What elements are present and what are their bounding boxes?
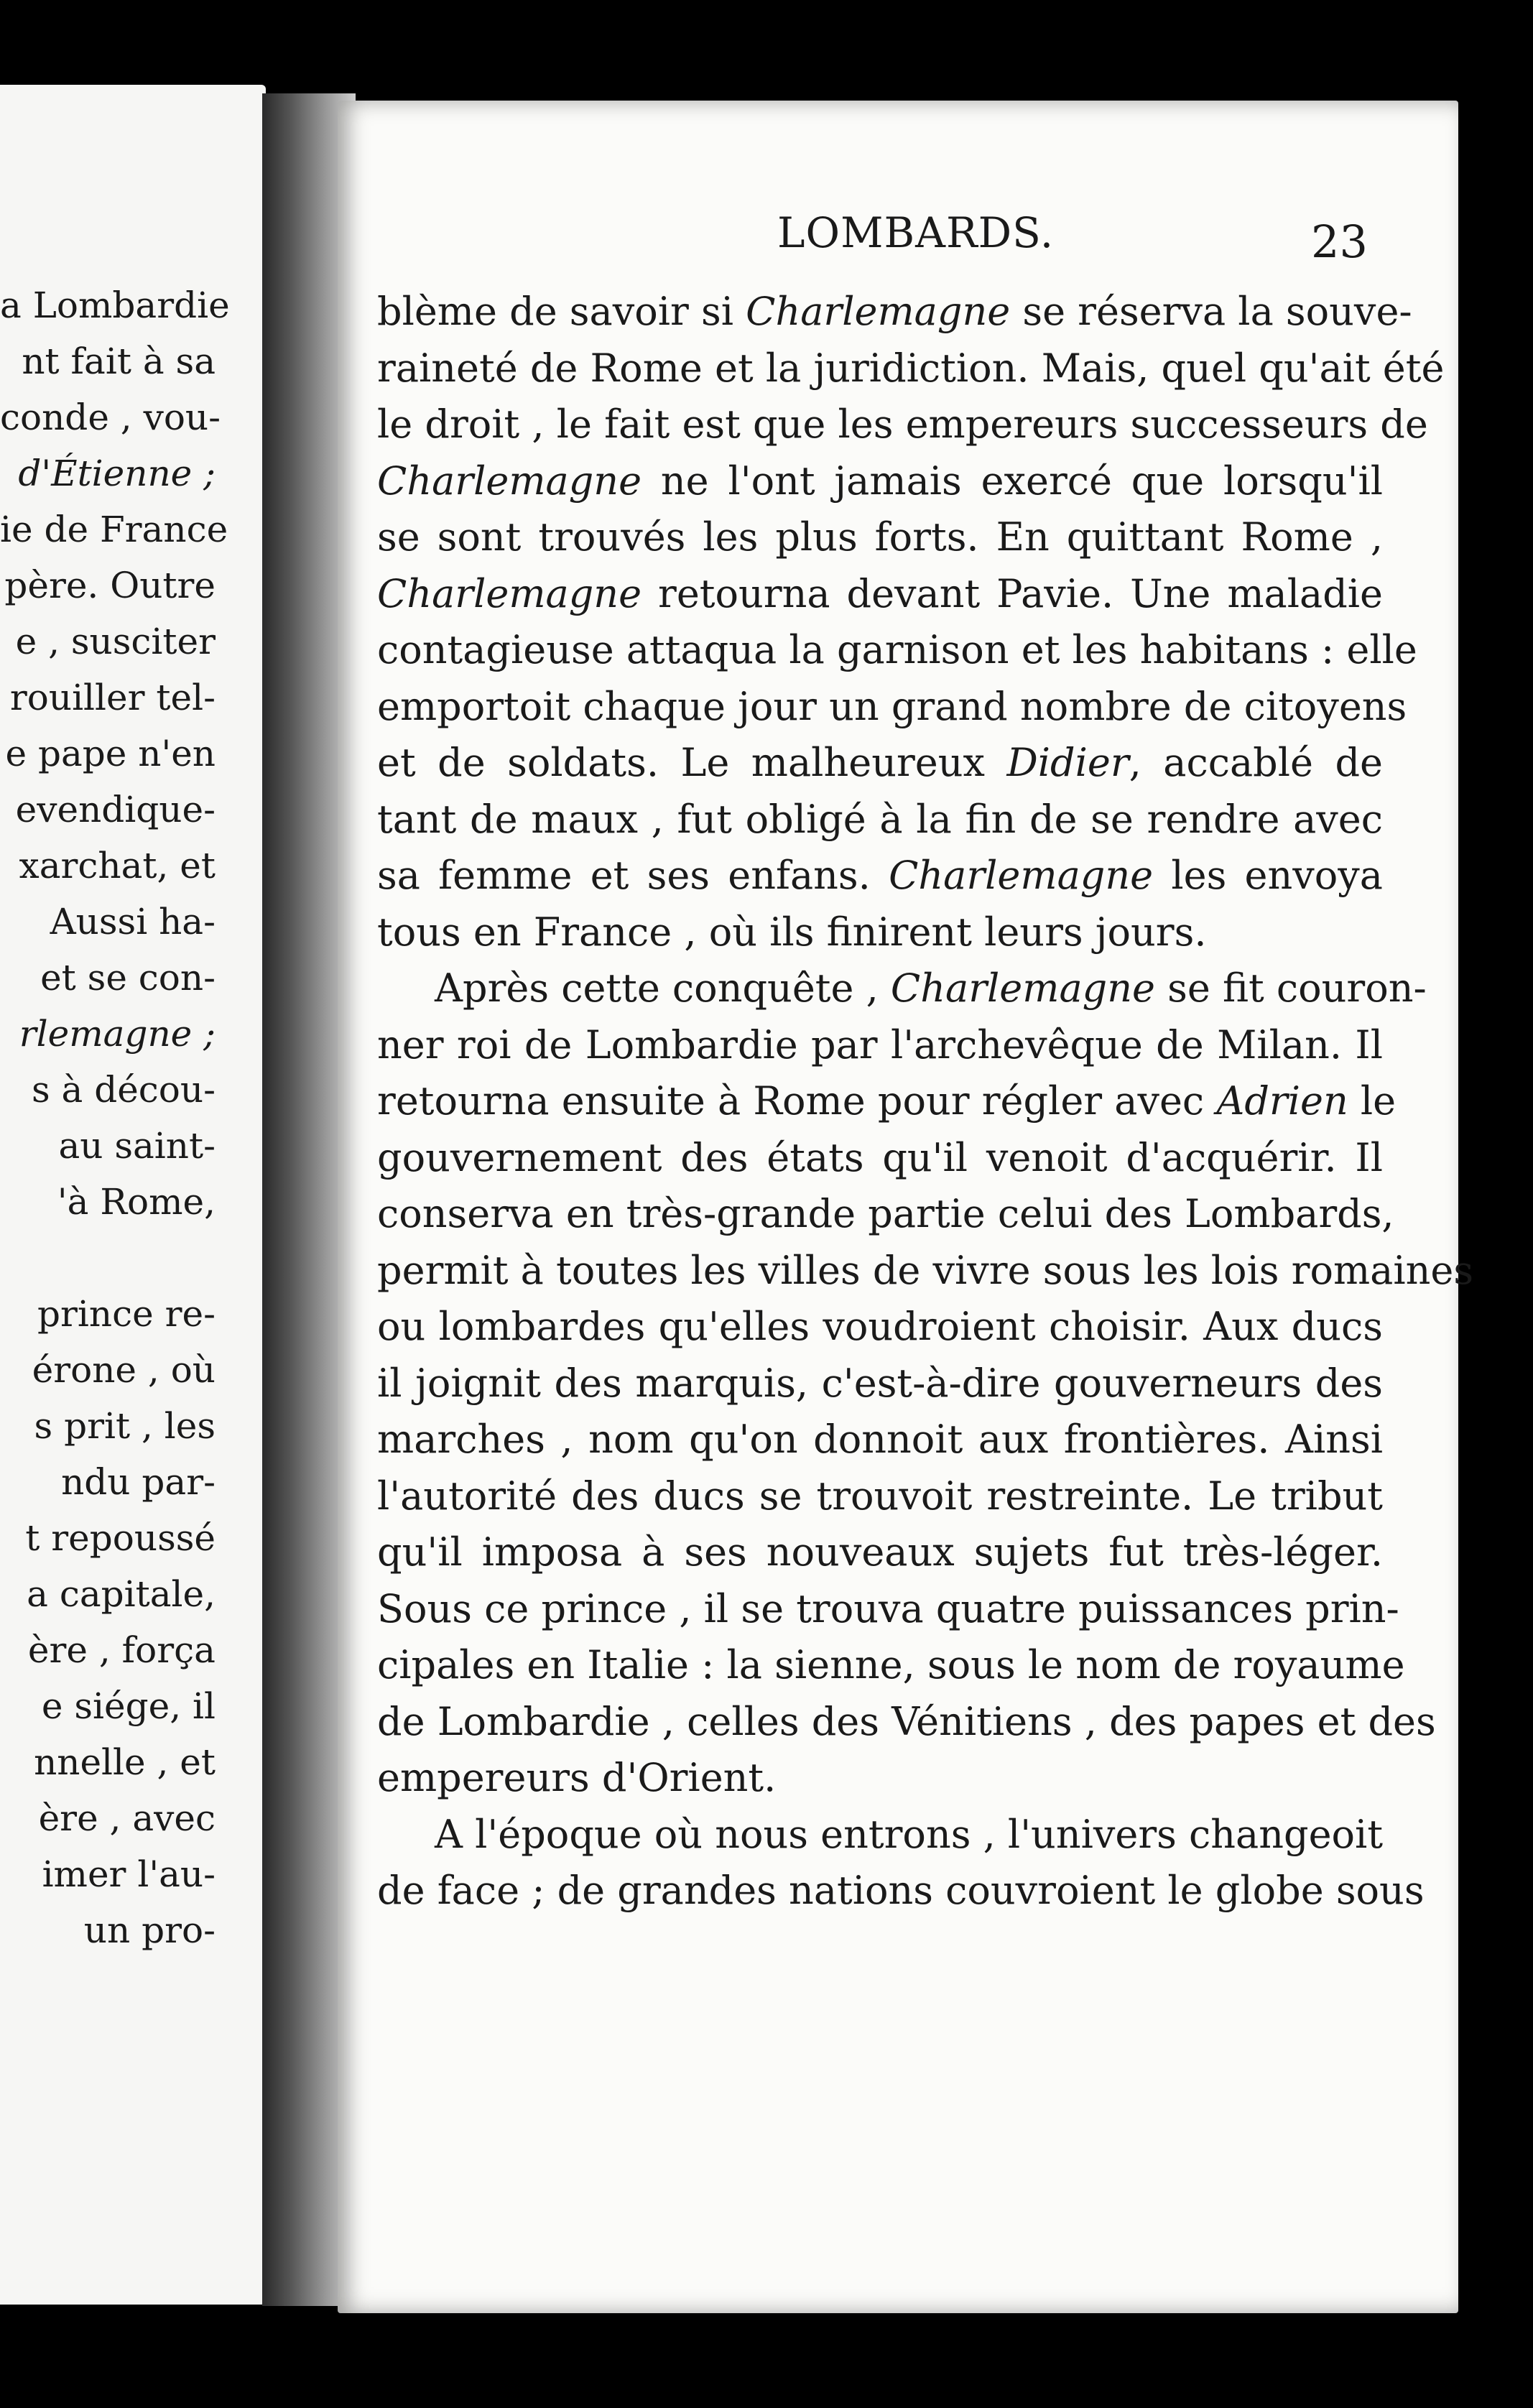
text-segment: se réserva la souve- <box>1010 289 1412 334</box>
left-page-line: s à décou- <box>31 1069 216 1111</box>
text-segment: de face ; de grandes nations couvroient le globe sous <box>377 1868 1425 1913</box>
left-page-line: prince re- <box>37 1293 216 1335</box>
text-segment: marches , nom qu'on donnoit aux frontières. Ainsi <box>377 1417 1383 1462</box>
left-page-line: rlemagne ; <box>19 1013 216 1055</box>
text-segment: l'autorité des ducs se trouvoit restreinte. Le tribut <box>377 1473 1383 1519</box>
text-segment: retourna ensuite à Rome pour régler avec <box>377 1078 1217 1124</box>
body-line <box>377 1130 1383 1187</box>
text-segment: sa femme et ses enfans. <box>377 853 889 898</box>
body-line <box>377 735 1383 792</box>
text-segment: ou lombardes qu'elles voudroient choisir. Aux ducs <box>377 1304 1383 1349</box>
italic-name: Charlemagne <box>890 965 1155 1011</box>
italic-name: Charlemagne <box>746 289 1011 334</box>
left-page-line: e siége, il <box>41 1685 216 1727</box>
text-segment: emportoit chaque jour un grand nombre de citoyens <box>377 683 1407 729</box>
left-page-line: a Lombardie <box>0 284 230 326</box>
running-head-title: LOMBARDS. <box>777 208 1055 257</box>
left-page-line: ère , força <box>27 1629 216 1671</box>
text-segment: gouvernement des états qu'il venoit d'acquérir. Il <box>377 1134 1383 1180</box>
text-segment: cipales en Italie : la sienne, sous le nom de royaume <box>377 1642 1405 1687</box>
body-line <box>377 1243 1474 1300</box>
text-segment: il joignit des marquis, c'est-à-dire gouverneurs des <box>377 1360 1383 1406</box>
text-segment: Sous ce prince , il se trouva quatre puissances prin- <box>377 1585 1399 1631</box>
left-page-line: 'à Rome, <box>57 1181 216 1223</box>
italic-name: Adrien <box>1216 1078 1348 1124</box>
body-line <box>377 1186 1394 1243</box>
body-line <box>377 453 1383 510</box>
body-line <box>377 622 1417 679</box>
body-line <box>377 1017 1383 1074</box>
left-page-line: ère , avec <box>38 1797 216 1839</box>
left-page-line: au saint- <box>58 1125 216 1167</box>
body-line <box>377 509 1383 566</box>
italic-name: Charlemagne <box>889 853 1154 898</box>
text-segment: qu'il imposa à ses nouveaux sujets fut très-léger. <box>377 1529 1383 1575</box>
left-page-line: nnelle , et <box>34 1741 216 1783</box>
body-line <box>377 1412 1383 1468</box>
body-line <box>377 1807 1383 1863</box>
body-line <box>377 1637 1405 1694</box>
body-line <box>377 679 1407 736</box>
left-page-line: conde , vou- <box>0 397 221 438</box>
left-page-line: Aussi ha- <box>50 901 216 943</box>
left-page-line: nt fait à sa <box>22 341 216 382</box>
body-line <box>377 341 1445 397</box>
text-segment: contagieuse attaqua la garnison et les habitans : elle <box>377 627 1417 672</box>
text-segment: les envoya <box>1153 853 1383 898</box>
body-line <box>377 1524 1383 1581</box>
body-line <box>377 1299 1383 1356</box>
text-segment: permit à toutes les villes de vivre sous les lois romaines <box>377 1247 1474 1293</box>
left-facing-page <box>0 85 266 2305</box>
text-segment: A l'époque où nous entrons , l'univers changeoit <box>435 1811 1384 1857</box>
body-line <box>377 960 1427 1017</box>
left-page-line: d'Étienne ; <box>18 453 216 494</box>
text-segment: raineté de Rome et la juridiction. Mais, quel qu'ait été <box>377 345 1445 391</box>
left-page-line: père. Outre <box>4 565 216 606</box>
left-page-text <box>0 277 230 1958</box>
page-number: 23 <box>1311 216 1368 268</box>
body-line <box>377 1073 1397 1130</box>
left-page-line: e , susciter <box>15 621 216 662</box>
text-segment: tant de maux , fut obligé à la fin de se rendre avec <box>377 796 1383 842</box>
text-segment: le <box>1348 1078 1397 1124</box>
left-page-line: imer l'au- <box>42 1853 216 1895</box>
left-page-line: e pape n'en <box>5 733 216 774</box>
body-line <box>377 848 1383 904</box>
text-segment: et de soldats. Le malheureux <box>377 740 1007 785</box>
left-page-line: et se con- <box>40 957 216 999</box>
left-page-line: evendique- <box>15 789 216 830</box>
text-segment: Après cette conquête , <box>435 965 891 1011</box>
left-page-line: un pro- <box>83 1909 216 1951</box>
text-segment: conserva en très-grande partie celui des Lombards, <box>377 1191 1394 1236</box>
body-line <box>377 1356 1383 1412</box>
left-page-line <box>0 1230 216 1286</box>
text-segment: se sont trouvés les plus forts. En quittant Rome , <box>377 514 1383 560</box>
left-page-line: t repoussé <box>25 1517 216 1559</box>
left-page-line: s prit , les <box>34 1405 216 1447</box>
text-segment: ner roi de Lombardie par l'archevêque de Milan. Il <box>377 1022 1383 1068</box>
body-line <box>377 1694 1436 1751</box>
text-segment: retourna devant Pavie. Une maladie <box>642 570 1383 616</box>
body-line <box>377 397 1428 453</box>
body-line <box>377 284 1412 341</box>
left-page-line: érone , où <box>32 1349 216 1391</box>
left-page-line: a capitale, <box>27 1573 216 1615</box>
body-text <box>377 284 1474 1920</box>
text-segment: empereurs d'Orient. <box>377 1755 777 1800</box>
italic-name: Didier <box>1006 740 1129 785</box>
text-segment: ne l'ont jamais exercé que lorsqu'il <box>642 458 1383 504</box>
text-segment: le droit , le fait est que les empereurs successeurs de <box>377 402 1428 447</box>
body-line <box>377 1581 1399 1638</box>
left-page-line: xarchat, et <box>19 845 216 886</box>
text-segment: se fit couron- <box>1154 965 1427 1011</box>
text-segment: , accablé de <box>1129 740 1383 785</box>
body-line <box>377 1863 1425 1920</box>
italic-name: Charlemagne <box>377 458 642 504</box>
left-page-line: rouiller tel- <box>9 677 216 718</box>
text-segment: de Lombardie , celles des Vénitiens , des papes et des <box>377 1698 1436 1744</box>
body-line <box>377 1750 1383 1807</box>
body-line <box>377 792 1383 848</box>
left-page-line: ndu par- <box>61 1461 216 1503</box>
body-line <box>377 904 1383 961</box>
text-segment: tous en France , où ils finirent leurs jours. <box>377 909 1207 955</box>
body-line <box>377 566 1383 623</box>
text-segment: blème de savoir si <box>377 289 746 334</box>
left-page-line: ie de France <box>0 509 228 550</box>
body-line <box>377 1468 1383 1525</box>
italic-name: Charlemagne <box>377 570 642 616</box>
